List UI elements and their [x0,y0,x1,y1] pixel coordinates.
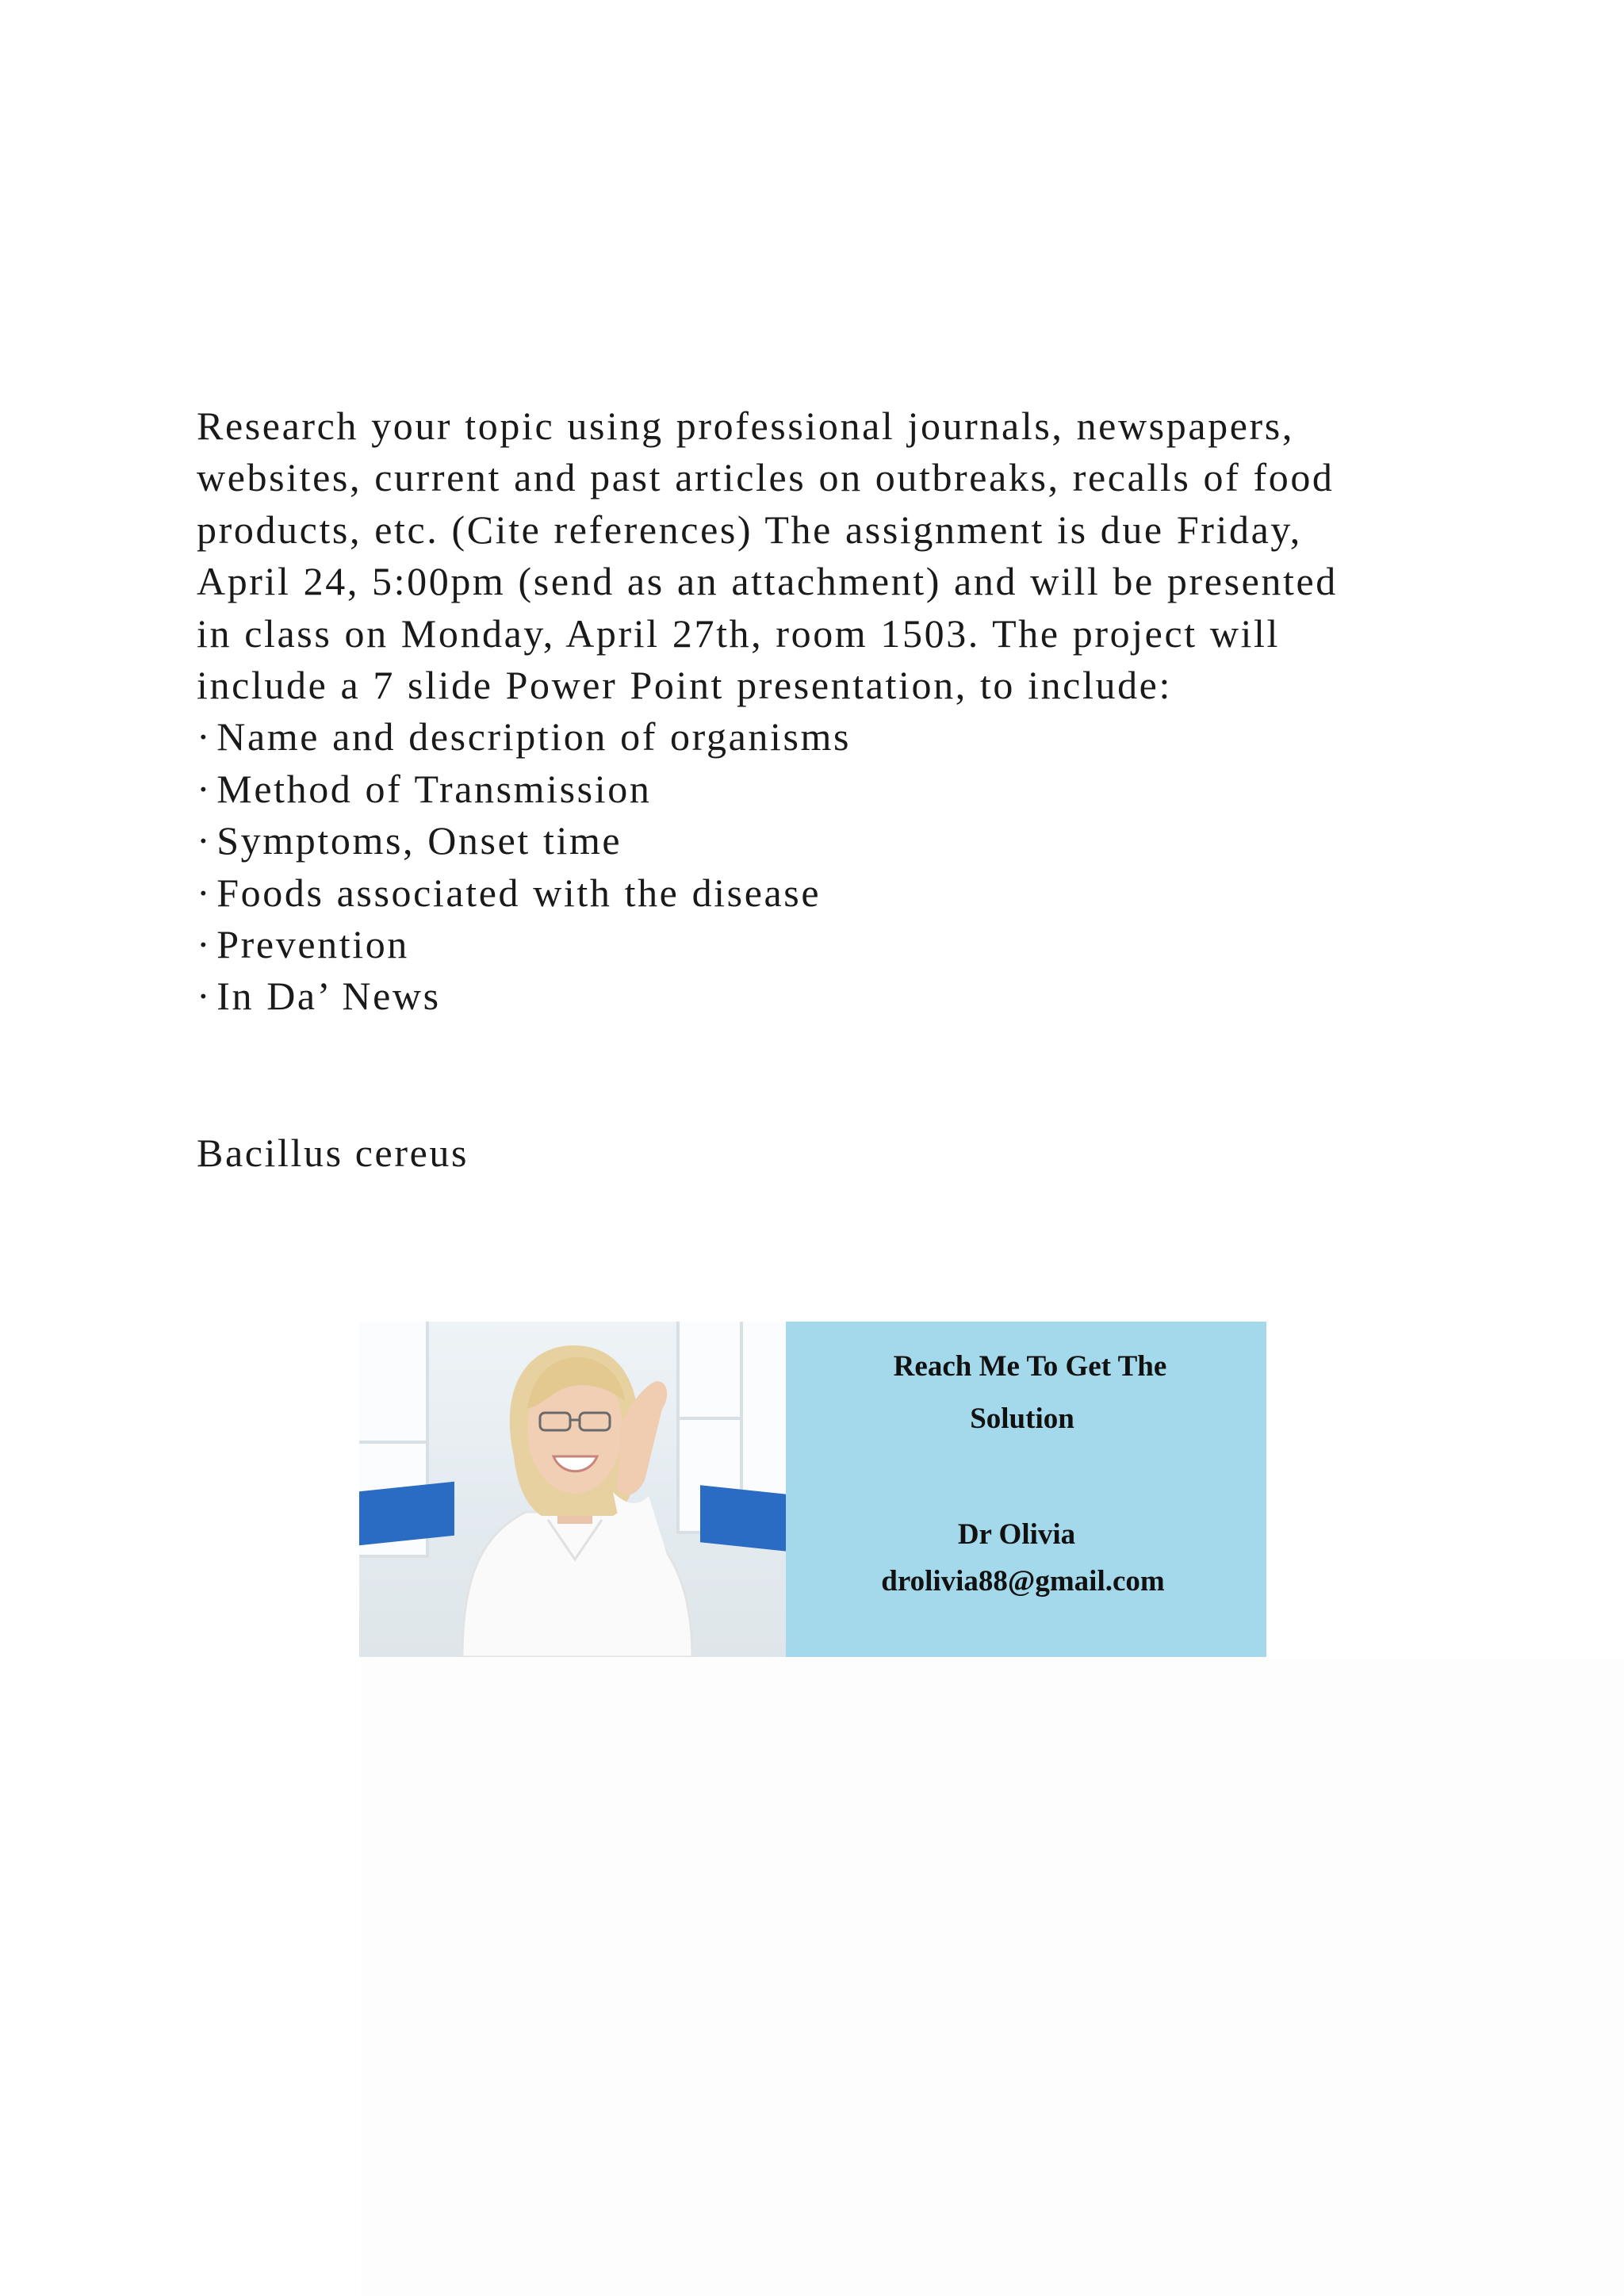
list-item [197,763,1465,815]
bullet-icon: · [197,922,213,967]
list-item-text: In Da’ News [216,974,441,1019]
bullet-icon: · [197,974,213,1019]
contact-email: drolivia88@gmail.com [881,1565,1165,1598]
intro-line: include a 7 slide Power Point presentation, to include: [197,663,1172,708]
banner-headline: Reach Me To Get The [893,1350,1167,1383]
list-item-text: Prevention [216,922,409,967]
banner-headline-2: Solution [970,1402,1074,1435]
intro-line: April 24, 5:00pm (send as an attachment) and will be presented [197,559,1338,604]
list-item-text: Foods associated with the disease [216,870,822,915]
assignment-text [197,400,1465,1023]
contact-panel [786,1322,1266,1657]
bullet-icon: · [197,818,213,863]
list-item [197,867,1465,919]
intro-line: in class on Monday, April 27th, room 1503. The project will [197,610,1281,656]
topic-title: Bacillus cereus [197,1131,469,1175]
list-item [197,711,1465,763]
list-item [197,815,1465,867]
contact-banner [359,1322,1266,1657]
bullet-icon: · [197,870,213,915]
list-item-text: Method of Transmission [216,766,652,811]
contact-name: Dr Olivia [957,1518,1076,1551]
intro-line: Research your topic using professional journals, newspapers, [197,404,1294,448]
requirements-list [197,711,1465,1022]
woman-illustration [359,1322,786,1657]
intro-line: products, etc. (Cite references) The assignment is due Friday, [197,507,1302,552]
bullet-icon: · [197,766,213,811]
background-panel [361,1657,1624,2296]
intro-line: websites, current and past articles on outbreaks, recalls of food [197,455,1335,500]
advertisement-photo [359,1322,786,1657]
list-item [197,919,1465,970]
bullet-icon: · [197,714,213,760]
list-item-text: Symptoms, Onset time [216,818,622,863]
list-item-text: Name and description of organisms [216,714,852,760]
list-item [197,970,1465,1022]
